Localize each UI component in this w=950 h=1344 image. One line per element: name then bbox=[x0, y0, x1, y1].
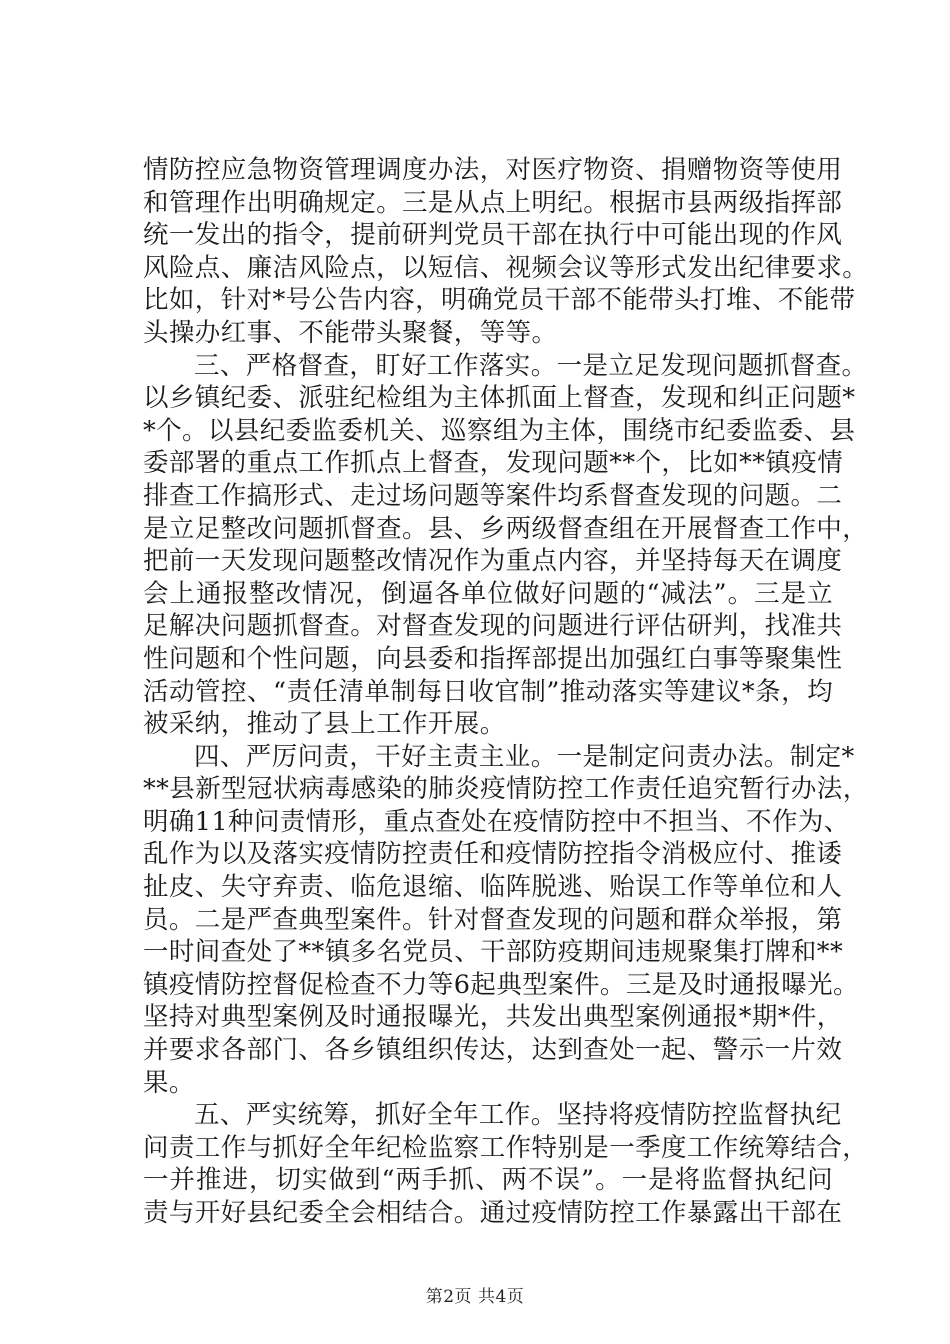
text-line: 一时间查处了**镇多名党员、干部防疫期间违规聚集打牌和** bbox=[143, 937, 844, 968]
text-line: 以乡镇纪委、派驻纪检组为主体抓面上督查，发现和纠正问题* bbox=[143, 383, 856, 414]
text-line: 责与开好县纪委全会相结合。通过疫情防控工作暴露出干部在 bbox=[143, 1198, 843, 1228]
text-line: **县新型冠状病毒感染的肺炎疫情防控工作责任追究暂行办法， bbox=[143, 774, 869, 805]
text-line: 员。二是严查典型案件。针对督查发现的问题和群众举报，第 bbox=[143, 904, 843, 935]
text-line: 并要求各部门、各乡镇组织传达，达到查处一起、警示一片效 bbox=[143, 1035, 843, 1066]
text-line: 委部署的重点工作抓点上督查，发现问题**个，比如**镇疫情 bbox=[143, 448, 844, 479]
text-line: 会上通报整改情况，倒逼各单位做好问题的“减法”。三是立 bbox=[143, 578, 833, 609]
text-line: 比如，针对*号公告内容，明确党员干部不能带头打堆、不能带 bbox=[143, 285, 856, 316]
text-line: 风险点、廉洁风险点，以短信、视频会议等形式发出纪律要求。 bbox=[143, 252, 869, 283]
text-line: *个。以县纪委监委机关、巡察组为主体，围绕市纪委监委、县 bbox=[143, 415, 856, 446]
text-line: 五、严实统筹，抓好全年工作。坚持将疫情防控监督执纪 bbox=[194, 1100, 842, 1131]
text-line: 把前一天发现问题整改情况作为重点内容，并坚持每天在调度 bbox=[143, 546, 843, 577]
text-line: 扯皮、失守弃责、临危退缩、临阵脱逃、贻误工作等单位和人 bbox=[143, 872, 843, 903]
text-line: 和管理作出明确规定。三是从点上明纪。根据市县两级指挥部 bbox=[143, 187, 843, 218]
text-line: 乱作为以及落实疫情防控责任和疫情防控指令消极应付、推诿 bbox=[143, 839, 843, 870]
text-line: 三、严格督查，盯好工作落实。一是立足发现问题抓督查。 bbox=[194, 350, 868, 381]
text-line: 活动管控、“责任清单制每日收官制”推动落实等建议*条，均 bbox=[143, 676, 833, 707]
text-line: 问责工作与抓好全年纪检监察工作特别是一季度工作统筹结合， bbox=[143, 1132, 869, 1163]
text-line: 镇疫情防控督促检查不力等6起典型案件。三是及时通报曝光。 bbox=[143, 969, 859, 1000]
text-line: 头操办红事、不能带头聚餐，等等。 bbox=[143, 317, 558, 348]
page-footer: 第2页 共4页 bbox=[425, 1287, 525, 1307]
text-line: 果。 bbox=[143, 1067, 195, 1098]
text-line: 坚持对典型案例及时通报曝光，共发出典型案例通报*期*件， bbox=[143, 1002, 843, 1033]
text-line: 情防控应急物资管理调度办法，对医疗物资、捐赠物资等使用 bbox=[143, 155, 843, 185]
text-line: 明确11种问责情形，重点查处在疫情防控中不担当、不作为、 bbox=[143, 806, 850, 837]
text-line: 排查工作搞形式、走过场问题等案件均系督查发现的问题。二 bbox=[143, 480, 843, 511]
text-line: 性问题和个性问题，向县委和指挥部提出加强红白事等聚集性 bbox=[143, 643, 843, 674]
text-line: 四、严厉问责，干好主责主业。一是制定问责办法。制定* bbox=[194, 741, 855, 772]
text-line: 被采纳，推动了县上工作开展。 bbox=[143, 709, 506, 740]
text-line: 一并推进，切实做到“两手抓、两不误”。一是将监督执纪问 bbox=[143, 1165, 833, 1196]
text-line: 是立足整改问题抓督查。县、乡两级督查组在开展督查工作中， bbox=[143, 513, 869, 544]
text-line: 足解决问题抓督查。对督查发现的问题进行评估研判，找准共 bbox=[143, 611, 843, 642]
text-line: 统一发出的指令，提前研判党员干部在执行中可能出现的作风 bbox=[143, 220, 843, 251]
document-body bbox=[143, 154, 869, 1230]
